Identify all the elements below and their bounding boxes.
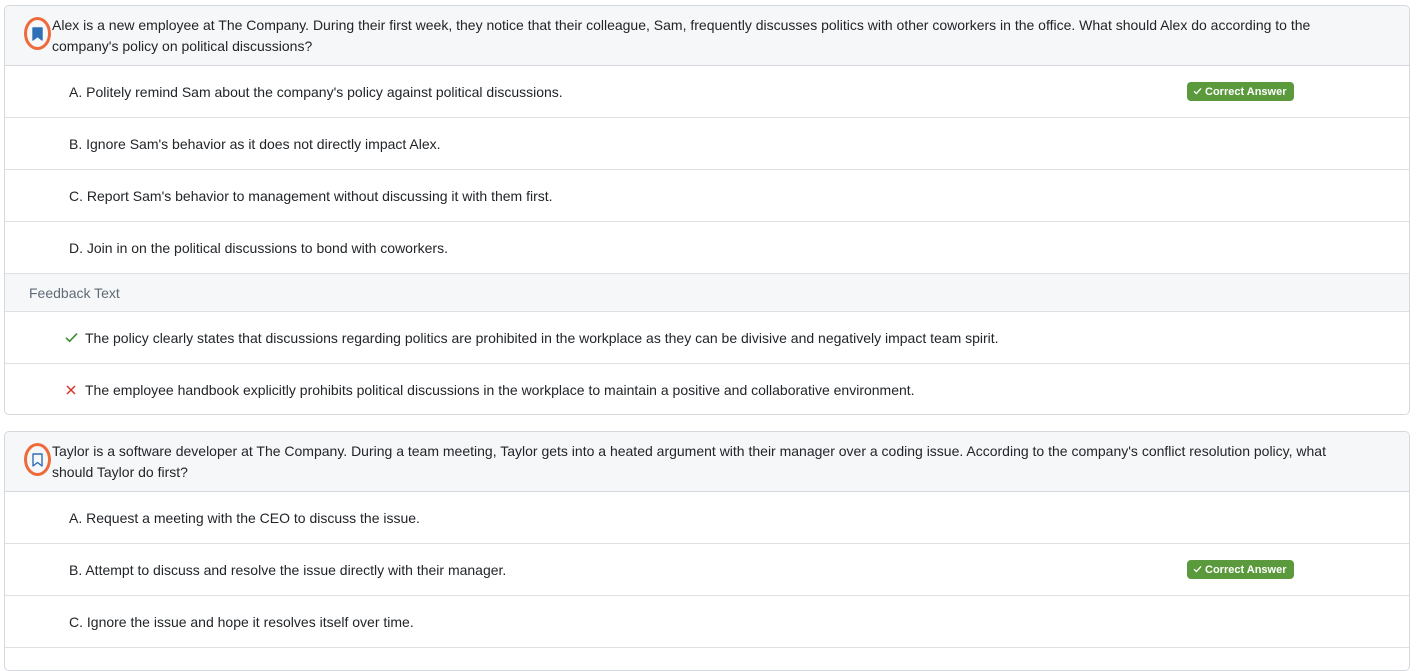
correct-answer-label: Correct Answer	[1205, 85, 1287, 98]
answer-option-d[interactable]	[5, 648, 1409, 671]
bookmark-button[interactable]	[24, 17, 51, 50]
check-icon	[1193, 564, 1202, 576]
question-text: Alex is a new employee at The Company. During their first week, they notice that their colleague, Sam, frequently discusses politics with other coworkers in the office. What should Alex do according to the company's policy on political discussions?	[52, 17, 1311, 54]
check-icon	[64, 331, 78, 345]
answer-option-c[interactable]	[5, 596, 1409, 648]
answer-option-a[interactable]	[5, 492, 1409, 544]
feedback-text: The employee handbook explicitly prohibits political discussions in the workplace to maintain a positive and collaborative environment.	[85, 382, 915, 398]
answer-option-a[interactable]	[5, 66, 1409, 118]
feedback-header	[5, 274, 1409, 312]
answer-option-label: B. Ignore Sam's behavior as it does not directly impact Alex.	[69, 135, 441, 152]
answer-option-label: B. Attempt to discuss and resolve the issue directly with their manager.	[69, 561, 507, 578]
bookmark-filled-icon	[32, 27, 43, 41]
question-text: Taylor is a software developer at The Company. During a team meeting, Taylor gets into a heated argument with their manager over a coding issue. According to the company's conflict resolution policy, what should Taylor do first?	[52, 443, 1326, 480]
question-card-1	[4, 5, 1410, 415]
correct-answer-label: Correct Answer	[1205, 563, 1287, 576]
answer-option-b[interactable]	[5, 544, 1409, 596]
check-icon	[1193, 86, 1202, 98]
answer-option-label: D. Join in on the political discussions to bond with coworkers.	[69, 239, 448, 256]
feedback-incorrect	[5, 364, 1409, 415]
feedback-correct	[5, 312, 1409, 364]
answer-option-label: C. Ignore the issue and hope it resolves itself over time.	[69, 613, 414, 630]
correct-answer-badge	[1187, 560, 1294, 579]
question-card-2	[4, 431, 1410, 671]
answer-option-b[interactable]	[5, 118, 1409, 170]
answer-option-label: A. Request a meeting with the CEO to discuss the issue.	[69, 509, 420, 526]
correct-answer-badge	[1187, 82, 1294, 101]
feedback-text: The policy clearly states that discussions regarding politics are prohibited in the workplace as they can be divisive and negatively impact team spirit.	[85, 329, 999, 346]
answer-option-label: A. Politely remind Sam about the company's policy against political discussions.	[69, 83, 563, 100]
question-header	[5, 6, 1409, 66]
answer-option-c[interactable]	[5, 170, 1409, 222]
answer-option-label: C. Report Sam's behavior to management without discussing it with them first.	[69, 187, 553, 204]
answer-option-d[interactable]	[5, 222, 1409, 274]
bookmark-button[interactable]	[24, 443, 51, 476]
feedback-title: Feedback Text	[29, 284, 120, 301]
question-header	[5, 432, 1409, 492]
close-icon	[64, 383, 78, 397]
bookmark-outline-icon	[32, 453, 43, 467]
